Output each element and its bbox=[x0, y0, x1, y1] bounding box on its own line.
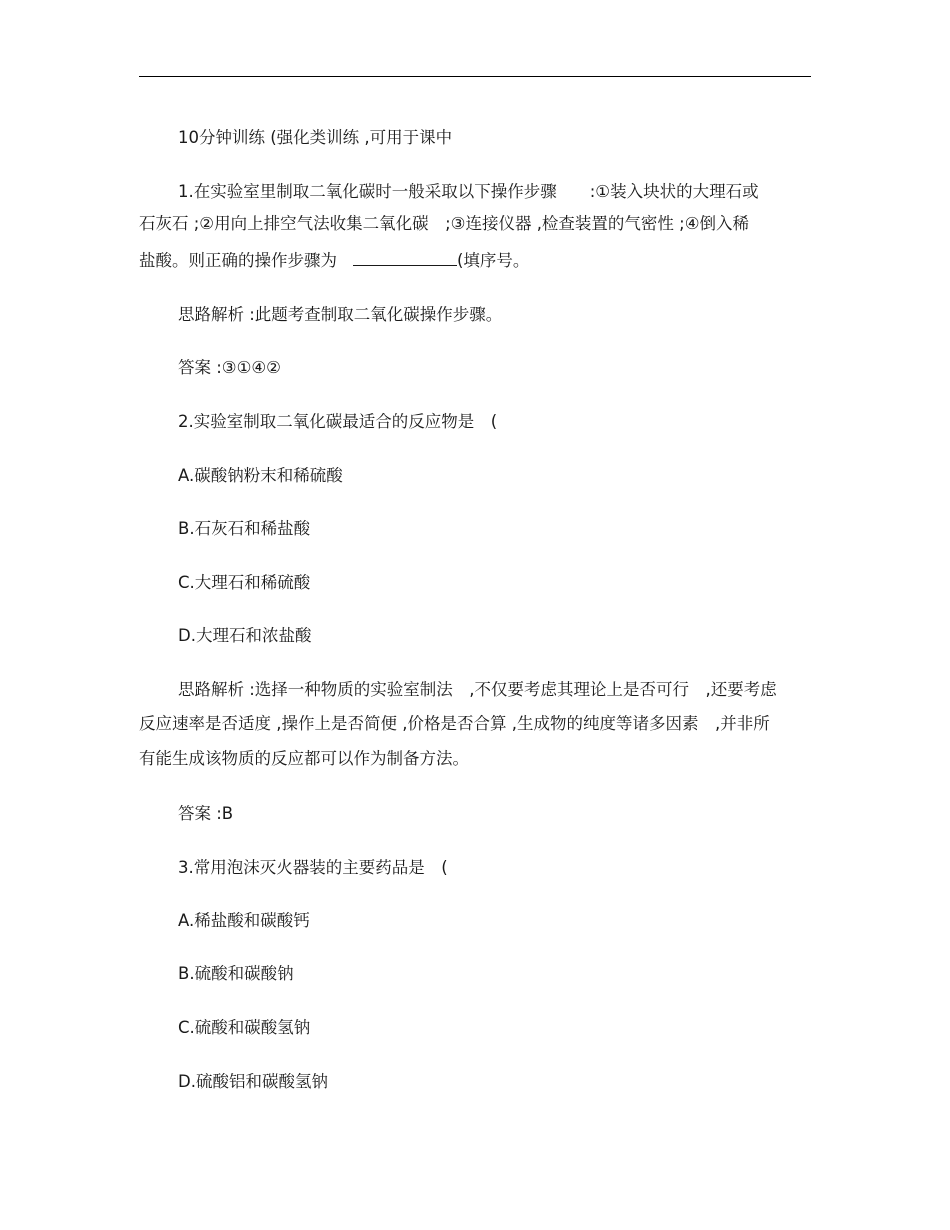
q2-analysis-line-2: 反应速率是否适度 ,操作上是否简便 ,价格是否合算 ,生成物的纯度等诸多因素 ,并非所 bbox=[139, 714, 770, 733]
q3-option-a: A.稀盐酸和碳酸钙 bbox=[178, 911, 310, 930]
q2-analysis-line-3: 有能生成该物质的反应都可以作为制备方法。 bbox=[139, 749, 469, 768]
q2-answer: 答案 :B bbox=[178, 804, 234, 823]
q1-stem-line-1: 1.在实验室里制取二氧化碳时一般采取以下操作步骤 :①装入块状的大理石或 bbox=[178, 182, 759, 201]
q1-analysis: 思路解析 :此题考查制取二氧化碳操作步骤。 bbox=[178, 305, 503, 324]
q3-stem: 3.常用泡沫灭火器装的主要药品是 ( bbox=[178, 858, 448, 877]
q1-stem-line-2: 石灰石 ;②用向上排空气法收集二氧化碳 ;③连接仪器 ,检查装置的气密性 ;④倒入稀 bbox=[139, 214, 750, 233]
q3-option-d: D.硫酸铝和碳酸氢钠 bbox=[178, 1072, 328, 1091]
q1-answer-blank bbox=[353, 251, 457, 266]
q2-option-c: C.大理石和稀硫酸 bbox=[178, 573, 311, 592]
q1-stem-line-3 bbox=[139, 250, 529, 272]
section-title: 10分钟训练 (强化类训练 ,可用于课中 bbox=[178, 128, 453, 147]
q2-analysis-line-1: 思路解析 :选择一种物质的实验室制法 ,不仅要考虑其理论上是否可行 ,还要考虑 bbox=[178, 680, 777, 699]
q1-answer: 答案 :③①④② bbox=[178, 358, 281, 377]
q3-option-b: B.硫酸和碳酸钠 bbox=[178, 964, 294, 983]
q1-stem-prefix: 盐酸。则正确的操作步骤为 bbox=[139, 251, 337, 270]
q3-option-c: C.硫酸和碳酸氢钠 bbox=[178, 1018, 311, 1037]
q2-option-a: A.碳酸钠粉末和稀硫酸 bbox=[178, 466, 343, 485]
q2-option-b: B.石灰石和稀盐酸 bbox=[178, 519, 311, 538]
q2-option-d: D.大理石和浓盐酸 bbox=[178, 626, 312, 645]
q2-stem: 2.实验室制取二氧化碳最适合的反应物是 ( bbox=[178, 412, 498, 431]
header-rule bbox=[139, 76, 811, 77]
q1-stem-suffix: (填序号。 bbox=[457, 251, 530, 270]
